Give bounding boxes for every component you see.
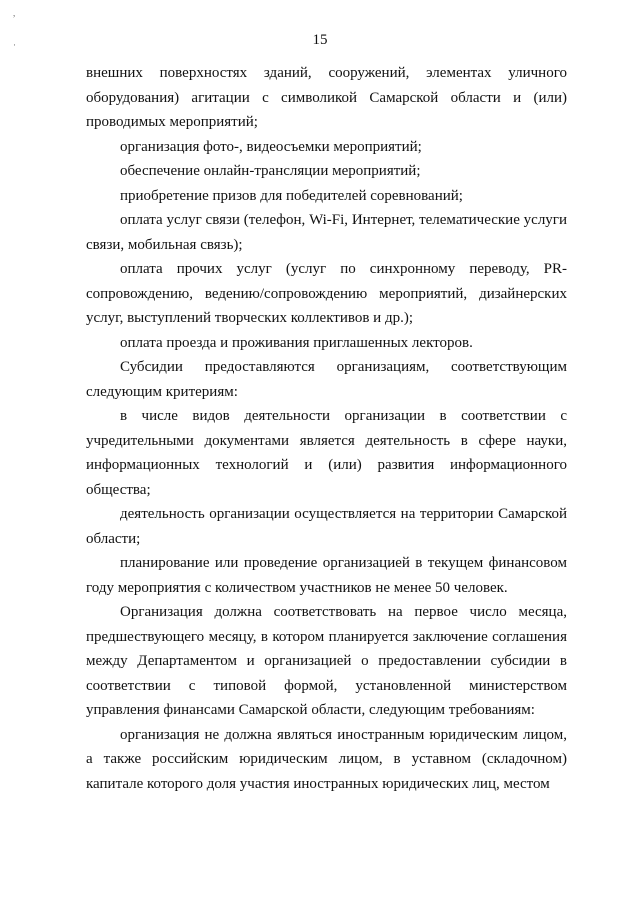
margin-mark: , <box>13 8 16 18</box>
page-number: 15 <box>312 32 328 48</box>
margin-mark: · <box>13 40 16 50</box>
paragraph: Субсидии предоставляются организациям, соответствующим следующим критериям: <box>86 359 567 400</box>
paragraph: внешних поверхностях зданий, сооружений, элементах уличного оборудования) агитации с символикой Самарской области и (или) проводимых мероприятий; <box>86 65 567 130</box>
paragraph: оплата услуг связи (телефон, Wi-Fi, Интернет, телематические услуги связи, мобильная связь); <box>86 212 567 253</box>
paragraph: в числе видов деятельности организации в соответствии с учредительными документами является деятельность в сфере науки, информационных технологий и (или) развития информационного общества; <box>86 408 567 498</box>
paragraph: обеспечение онлайн-трансляции мероприятий; <box>120 163 421 179</box>
paragraph: деятельность организации осуществляется на территории Самарской области; <box>86 506 567 547</box>
paragraph: организация не должна являться иностранным юридическим лицом, а также российским юридическим лицом, в уставном (складочном) капитале которого доля участия иностранных юридических лиц, местом <box>86 726 567 792</box>
paragraph: приобретение призов для победителей соревнований; <box>120 187 463 204</box>
paragraph: планирование или проведение организацией в текущем финансовом году мероприятия с количеством участников не менее 50 человек. <box>86 555 567 596</box>
paragraph: Организация должна соответствовать на первое число месяца, предшествующего месяцу, в котором планируется заключение соглашения между Департаментом и организацией о предоставлении субсидии в соответствии с типовой формой, установленной министерством управления финансами Самарской области, следующим требованиям: <box>86 604 567 718</box>
paragraph: оплата проезда и проживания приглашенных лекторов. <box>120 334 473 351</box>
document-body <box>86 61 567 796</box>
paragraph: оплата прочих услуг (услуг по синхронному переводу, PR-сопровождению, ведению/сопровождению мероприятий, дизайнерских услуг, выступлений творческих коллективов и др.); <box>86 261 567 326</box>
paragraph: организация фото-, видеосъемки мероприятий; <box>120 138 422 155</box>
